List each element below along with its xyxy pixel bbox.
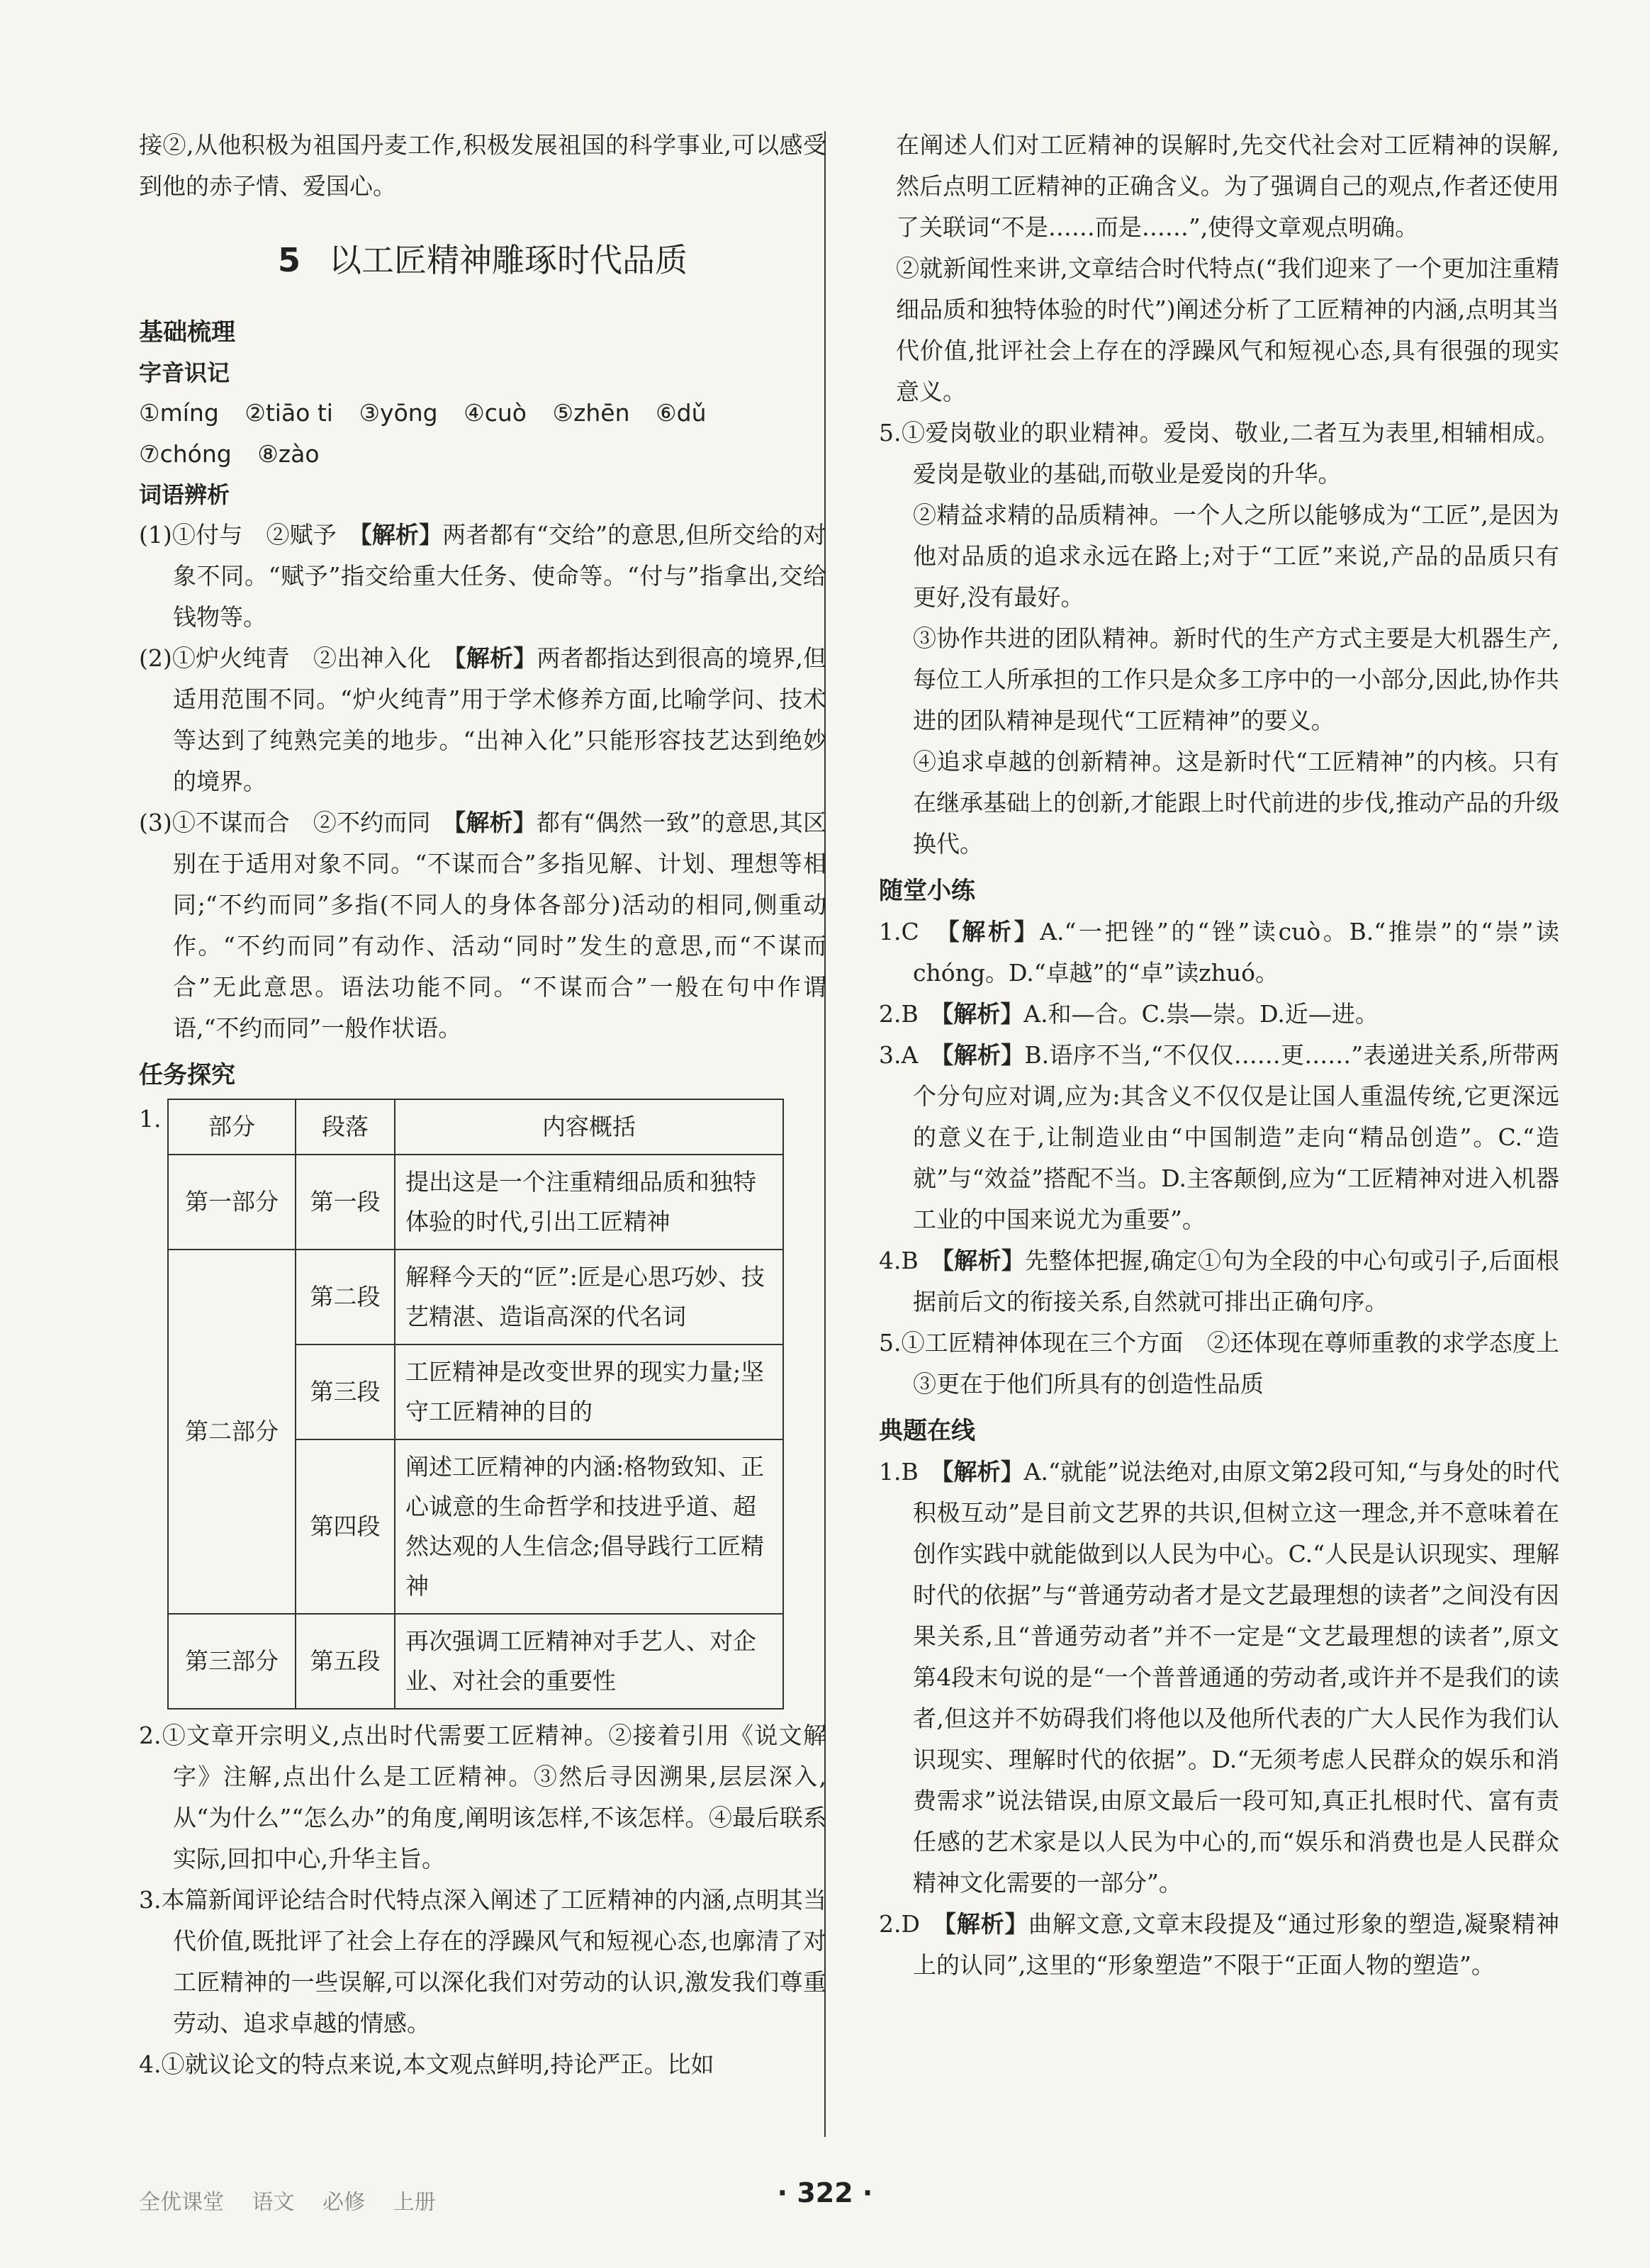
answer-5-part1: 5.①爱岗敬业的职业精神。爱岗、敬业,二者互为表里,相辅相成。爱岗是敬业的基础,而敬业是爱岗的升华。 xyxy=(879,419,1559,488)
analysis-marker: 【解析】 xyxy=(948,918,1040,945)
table-cell-part: 第三部分 xyxy=(168,1614,296,1709)
structure-table xyxy=(167,1099,784,1710)
answer-4-continued: 在阐述人们对工匠精神的误解时,先交代社会对工匠精神的误解,然后点明工匠精神的正确含义。为了强调自己的观点,作者还使用了关联词“不是……而是……”,使得文章观点明确。 xyxy=(896,131,1559,241)
analysis-marker: 【解析】 xyxy=(454,644,537,672)
table-cell-paragraph: 第二段 xyxy=(296,1250,395,1344)
practice-answer: 5.①工匠精神体现在三个方面 ②还体现在尊师重教的求学态度上 ③更在于他们所具有的创造性品质 xyxy=(879,1329,1583,1398)
answer-4-part2: ②就新闻性来讲,文章结合时代特点(“我们迎来了一个更加注重精细品质和独特体验的时代”)阐述分析了工匠精神的内涵,点明其当代价值,批评社会上存在的浮躁风气和短视心态,具有很强的现实意义。 xyxy=(896,254,1559,405)
answer-5-part3: ③协作共进的团队精神。新时代的生产方式主要是大机器生产,每位工人所承担的工作只是众多工序中的一小部分,因此,协作共进的团队精神是现代“工匠精神”的要义。 xyxy=(913,624,1559,734)
pinyin-item: ④cuò xyxy=(464,399,527,427)
table-cell-content: 再次强调工匠精神对手艺人、对企业、对社会的重要性 xyxy=(395,1614,783,1709)
table-cell-part: 第一部分 xyxy=(168,1155,296,1250)
footer-item: 必修 xyxy=(322,2190,366,2215)
section-online: 典题在线 xyxy=(879,1417,975,1445)
word-analysis-item: (3)①不谋而合 ②不约而同 【解析】都有“偶然一致”的意思,其区别在于适用对象不同。“不谋而合”多指见解、计划、理想等相同;“不约而同”多指(不同人的身体各部分)活动的相同,侧重动作。“不约而同”有动作、活动“同时”发生的意思,而“不谋而合”无此意思。语法功能不同。“不谋而合”一般在句中作谓语,“不约而同”一般作状语。 xyxy=(139,809,827,1042)
table-header-cell: 部分 xyxy=(168,1099,296,1155)
footer-item: 全优课堂 xyxy=(139,2190,224,2215)
section-basic: 基础梳理 xyxy=(139,318,235,347)
answer-5-part4: ④追求卓越的创新精神。这是新时代“工匠精神”的内核。只有在继承基础上的创新,才能跟上时代前进的步伐,推动产品的升级换代。 xyxy=(913,748,1559,858)
table-header-cell: 段落 xyxy=(296,1099,395,1155)
lesson-title-text: 以工匠精神雕琢时代品质 xyxy=(329,241,688,279)
pinyin-item: ③yōng xyxy=(359,399,438,427)
page-number: · 322 · xyxy=(777,2177,873,2208)
analysis-marker: 【解析】 xyxy=(941,1458,1024,1486)
online-answer: 1.B 【解析】A.“就能”说法绝对,由原文第2段可知,“与身处的时代积极互动”是目前文艺界的共识,但树立这一理念,并不意味着在创作实践中就能做到以人民为中心。C.“人民是认识现实、理解时代的依据”与“普通劳动者才是文艺最理想的读者”之间没有因果关系,且“普通劳动者”并不一定是“文艺最理想的读者”,原文第4段末句说的是“一个普普通通的劳动者,或许并不是我们的读者,但这并不妨碍我们将他以及他所代表的广大人民作为我们认识现实、理解时代的依据”。D.“无须考虑人民群众的娱乐和消费需求”说法错误,由原文最后一段可知,真正扎根时代、富有责任感的艺术家是以人民为中心的,而“娱乐和消费也是人民群众精神文化需要的一部分”。 xyxy=(879,1458,1559,1897)
section-practice: 随堂小练 xyxy=(879,877,975,905)
analysis-marker: 【解析】 xyxy=(941,1041,1025,1069)
table-cell-content: 工匠精神是改变世界的现实力量;坚守工匠精神的目的 xyxy=(395,1344,783,1439)
pinyin-item: ⑥dǔ xyxy=(656,399,707,427)
pinyin-item: ⑤zhēn xyxy=(552,399,630,427)
table-cell-paragraph: 第五段 xyxy=(296,1614,395,1709)
table-cell-content: 解释今天的“匠”:匠是心思巧妙、技艺精湛、造诣高深的代名词 xyxy=(395,1250,783,1344)
lesson-number: 5 xyxy=(277,241,301,279)
answer-3: 3.本篇新闻评论结合时代特点深入阐述了工匠精神的内涵,点明其当代价值,既批评了社会上存在的浮躁风气和短视心态,也廓清了对工匠精神的一些误解,可以深化我们对劳动的认识,激发我们尊重劳动、追求卓越的情感。 xyxy=(139,1886,826,2037)
answer-2: 2.①文章开宗明义,点出时代需要工匠精神。②接着引用《说文解字》注解,点出什么是工匠精神。③然后寻因溯果,层层深入,从“为什么”“怎么办”的角度,阐明该怎样,不该怎样。④最后联系实际,回扣中心,升华主旨。 xyxy=(139,1722,826,1873)
pinyin-item: ⑧zào xyxy=(257,440,320,468)
table-header-cell: 内容概括 xyxy=(395,1099,783,1155)
intro-text: 接②,从他积极为祖国丹麦工作,积极发展祖国的科学事业,可以感受到他的赤子情、爱国心。 xyxy=(139,131,826,200)
analysis-marker: 【解析】 xyxy=(944,1910,1029,1938)
analysis-marker: 【解析】 xyxy=(360,521,443,549)
table-cell-paragraph: 第一段 xyxy=(296,1155,395,1250)
analysis-marker: 【解析】 xyxy=(942,1247,1026,1274)
pinyin-item: ②tiāo ti xyxy=(245,399,333,427)
practice-answer: 4.B 【解析】先整体把握,确定①句为全段的中心句或引子,后面根据前后文的衔接关系,自然就可排出正确句序。 xyxy=(879,1247,1559,1315)
lesson-title xyxy=(139,235,826,285)
table-cell-paragraph: 第四段 xyxy=(296,1439,395,1614)
table-cell-part: 第二部分 xyxy=(168,1250,296,1614)
table-cell-content: 提出这是一个注重精细品质和独特体验的时代,引出工匠精神 xyxy=(395,1155,783,1250)
word-analysis-item: (2)①炉火纯青 ②出神入化 【解析】两者都指达到很高的境界,但适用范围不同。“炉火纯青”用于学术修养方面,比喻学问、技术等达到了纯熟完美的地步。“出神入化”只能形容技艺达到绝妙的境界。 xyxy=(139,644,827,795)
word-analysis-item: (1)①付与 ②赋予 【解析】两者都有“交给”的意思,但所交给的对象不同。“赋予”指交给重大任务、使命等。“付与”指拿出,交给钱物等。 xyxy=(139,521,827,631)
table-cell-paragraph: 第三段 xyxy=(296,1344,395,1439)
subsection-word-analysis: 词语辨析 xyxy=(139,481,230,508)
analysis-marker: 【解析】 xyxy=(454,809,537,836)
pinyin-item: ①míng xyxy=(139,399,219,427)
section-task: 任务探究 xyxy=(139,1061,235,1089)
question-1-number: 1. xyxy=(139,1105,162,1133)
online-answer: 2.D 【解析】曲解文意,文章末段提及“通过形象的塑造,凝聚精神上的认同”,这里的“形象塑造”不限于“正面人物的塑造”。 xyxy=(879,1910,1559,1979)
analysis-marker: 【解析】 xyxy=(941,1000,1024,1028)
pinyin-list xyxy=(139,393,826,475)
question-1 xyxy=(139,1099,826,1710)
table-row xyxy=(168,1614,783,1709)
table-header-row xyxy=(168,1099,783,1155)
table-row xyxy=(168,1155,783,1250)
practice-answer: 3.A 【解析】B.语序不当,“不仅仅……更……”表递进关系,所带两个分句应对调,应为:其含义不仅仅是让国人重温传统,它更深远的意义在于,让制造业由“中国制造”走向“精品创造”。C.“造就”与“效益”搭配不当。D.主客颠倒,应为“工匠精神对进入机器工业的中国来说尤为重要”。 xyxy=(879,1041,1559,1233)
answer-4-start: 4.①就议论文的特点来说,本文观点鲜明,持论严正。比如 xyxy=(139,2050,714,2078)
subsection-pronunciation: 字音识记 xyxy=(139,359,230,386)
footer-item: 上册 xyxy=(393,2190,436,2215)
answer-5-part2: ②精益求精的品质精神。一个人之所以能够成为“工匠”,是因为他对品质的追求永远在路上;对于“工匠”来说,产品的品质只有更好,没有最好。 xyxy=(913,501,1559,611)
practice-answer: 1.C 【解析】A.“一把锉”的“锉”读cuò。B.“推崇”的“崇”读chóng。D.“卓越”的“卓”读zhuó。 xyxy=(879,918,1559,987)
left-column xyxy=(139,125,826,2085)
footer-item: 语文 xyxy=(252,2190,295,2215)
pinyin-item: ⑦chóng xyxy=(139,440,232,468)
practice-answer: 2.B 【解析】A.和—合。C.祟—崇。D.近—进。 xyxy=(879,1000,1379,1028)
table-row xyxy=(168,1250,783,1344)
table-cell-content: 阐述工匠精神的内涵:格物致知、正心诚意的生命哲学和技进乎道、超然达观的人生信念;倡导践行工匠精神 xyxy=(395,1439,783,1614)
right-column xyxy=(879,125,1583,1986)
